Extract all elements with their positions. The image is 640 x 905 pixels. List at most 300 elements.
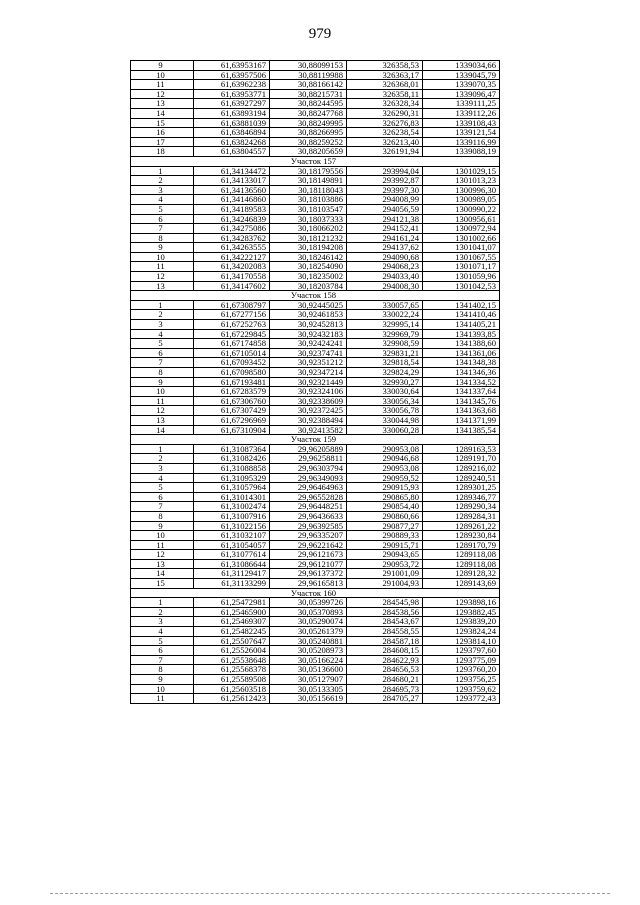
point-number: 1 <box>131 444 194 454</box>
longitude-cell: 30,18037333 <box>270 214 347 224</box>
table-row <box>131 675 500 685</box>
y-coordinate-cell: 1341388,60 <box>423 339 500 349</box>
point-number: 3 <box>131 320 194 330</box>
x-coordinate-cell: 293997,30 <box>347 185 423 195</box>
latitude-cell: 61,25603518 <box>194 684 270 694</box>
latitude-cell: 61,31129417 <box>194 569 270 579</box>
longitude-cell: 30,18121232 <box>270 233 347 243</box>
x-coordinate-cell: 326276,83 <box>347 118 423 128</box>
y-coordinate-cell: 1293797,60 <box>423 646 500 656</box>
longitude-cell: 29,96221642 <box>270 540 347 550</box>
x-coordinate-cell: 284587,18 <box>347 636 423 646</box>
table-row <box>131 195 500 205</box>
x-coordinate-cell: 284545,98 <box>347 598 423 608</box>
x-coordinate-cell: 290953,72 <box>347 559 423 569</box>
table-row <box>131 377 500 387</box>
x-coordinate-cell: 294008,99 <box>347 195 423 205</box>
longitude-cell: 30,18254090 <box>270 262 347 272</box>
x-coordinate-cell: 290953,08 <box>347 444 423 454</box>
x-coordinate-cell: 284622,93 <box>347 655 423 665</box>
x-coordinate-cell: 284558,55 <box>347 627 423 637</box>
table-row <box>131 224 500 234</box>
point-number: 13 <box>131 99 194 109</box>
table-row <box>131 99 500 109</box>
longitude-cell: 30,18246142 <box>270 252 347 262</box>
table-row <box>131 204 500 214</box>
longitude-cell: 29,96464963 <box>270 483 347 493</box>
latitude-cell: 61,34134472 <box>194 166 270 176</box>
point-number: 5 <box>131 483 194 493</box>
table-row <box>131 617 500 627</box>
table-row <box>131 473 500 483</box>
y-coordinate-cell: 1289143,69 <box>423 579 500 589</box>
point-number: 8 <box>131 665 194 675</box>
table-row <box>131 559 500 569</box>
section-title: Участок 160 <box>131 588 500 598</box>
latitude-cell: 61,34222127 <box>194 252 270 262</box>
x-coordinate-cell: 291001,09 <box>347 569 423 579</box>
latitude-cell: 61,67308797 <box>194 300 270 310</box>
point-number: 13 <box>131 415 194 425</box>
y-coordinate-cell: 1339088,19 <box>423 147 500 157</box>
table-row <box>131 502 500 512</box>
y-coordinate-cell: 1293882,45 <box>423 607 500 617</box>
x-coordinate-cell: 329824,29 <box>347 368 423 378</box>
table-row <box>131 185 500 195</box>
x-coordinate-cell: 294090,68 <box>347 252 423 262</box>
section-title: Участок 159 <box>131 435 500 445</box>
latitude-cell: 61,67229845 <box>194 329 270 339</box>
longitude-cell: 30,92388494 <box>270 415 347 425</box>
x-coordinate-cell: 290865,80 <box>347 492 423 502</box>
longitude-cell: 30,05370893 <box>270 607 347 617</box>
y-coordinate-cell: 1301013,23 <box>423 176 500 186</box>
y-coordinate-cell: 1339096,47 <box>423 89 500 99</box>
point-number: 2 <box>131 310 194 320</box>
section-title: Участок 157 <box>131 156 500 166</box>
latitude-cell: 61,34147602 <box>194 281 270 291</box>
latitude-cell: 61,67093452 <box>194 358 270 368</box>
longitude-cell: 30,05156619 <box>270 694 347 704</box>
latitude-cell: 61,25538648 <box>194 655 270 665</box>
latitude-cell: 61,63804557 <box>194 147 270 157</box>
section-header-row <box>131 435 500 445</box>
x-coordinate-cell: 290943,65 <box>347 550 423 560</box>
table-row <box>131 272 500 282</box>
latitude-cell: 61,25482245 <box>194 627 270 637</box>
x-coordinate-cell: 330056,78 <box>347 406 423 416</box>
y-coordinate-cell: 1301042,53 <box>423 281 500 291</box>
longitude-cell: 30,05290074 <box>270 617 347 627</box>
longitude-cell: 30,18149891 <box>270 176 347 186</box>
longitude-cell: 29,96137372 <box>270 569 347 579</box>
point-number: 12 <box>131 272 194 282</box>
latitude-cell: 61,31133299 <box>194 579 270 589</box>
y-coordinate-cell: 1293756,25 <box>423 675 500 685</box>
table-row <box>131 415 500 425</box>
y-coordinate-cell: 1293759,62 <box>423 684 500 694</box>
table-row <box>131 147 500 157</box>
table-row <box>131 646 500 656</box>
longitude-cell: 30,18118043 <box>270 185 347 195</box>
y-coordinate-cell: 1341363,68 <box>423 406 500 416</box>
point-number: 2 <box>131 607 194 617</box>
table-row <box>131 368 500 378</box>
point-number: 5 <box>131 339 194 349</box>
latitude-cell: 61,31014301 <box>194 492 270 502</box>
y-coordinate-cell: 1293760,20 <box>423 665 500 675</box>
longitude-cell: 30,92452813 <box>270 320 347 330</box>
latitude-cell: 61,67307429 <box>194 406 270 416</box>
longitude-cell: 30,92445025 <box>270 300 347 310</box>
table-row <box>131 137 500 147</box>
point-number: 12 <box>131 550 194 560</box>
table-row <box>131 118 500 128</box>
table-row <box>131 358 500 368</box>
longitude-cell: 30,92413582 <box>270 425 347 435</box>
x-coordinate-cell: 326290,31 <box>347 108 423 118</box>
page-bottom-divider <box>50 893 610 894</box>
longitude-cell: 30,92461853 <box>270 310 347 320</box>
latitude-cell: 61,34202083 <box>194 262 270 272</box>
table-row <box>131 396 500 406</box>
point-number: 7 <box>131 224 194 234</box>
latitude-cell: 61,63824268 <box>194 137 270 147</box>
section-header-row <box>131 156 500 166</box>
longitude-cell: 30,05261379 <box>270 627 347 637</box>
latitude-cell: 61,31088858 <box>194 463 270 473</box>
longitude-cell: 30,18179556 <box>270 166 347 176</box>
y-coordinate-cell: 1339121,54 <box>423 128 500 138</box>
y-coordinate-cell: 1301059,96 <box>423 272 500 282</box>
x-coordinate-cell: 284608,15 <box>347 646 423 656</box>
x-coordinate-cell: 326363,17 <box>347 70 423 80</box>
point-number: 4 <box>131 473 194 483</box>
point-number: 12 <box>131 406 194 416</box>
longitude-cell: 30,92321449 <box>270 377 347 387</box>
latitude-cell: 61,34263555 <box>194 243 270 253</box>
latitude-cell: 61,31087364 <box>194 444 270 454</box>
latitude-cell: 61,31054057 <box>194 540 270 550</box>
longitude-cell: 29,96258811 <box>270 454 347 464</box>
table-row <box>131 300 500 310</box>
longitude-cell: 30,88247768 <box>270 108 347 118</box>
x-coordinate-cell: 330060,28 <box>347 425 423 435</box>
x-coordinate-cell: 330044,98 <box>347 415 423 425</box>
point-number: 11 <box>131 262 194 272</box>
x-coordinate-cell: 326368,01 <box>347 80 423 90</box>
longitude-cell: 29,96121673 <box>270 550 347 560</box>
x-coordinate-cell: 294152,41 <box>347 224 423 234</box>
point-number: 10 <box>131 252 194 262</box>
latitude-cell: 61,25612423 <box>194 694 270 704</box>
y-coordinate-cell: 1339111,25 <box>423 99 500 109</box>
latitude-cell: 61,63881039 <box>194 118 270 128</box>
latitude-cell: 61,63893194 <box>194 108 270 118</box>
x-coordinate-cell: 329930,27 <box>347 377 423 387</box>
latitude-cell: 61,67310904 <box>194 425 270 435</box>
point-number: 14 <box>131 425 194 435</box>
table-row <box>131 655 500 665</box>
y-coordinate-cell: 1293839,20 <box>423 617 500 627</box>
x-coordinate-cell: 294068,23 <box>347 262 423 272</box>
x-coordinate-cell: 284538,56 <box>347 607 423 617</box>
table-row <box>131 348 500 358</box>
x-coordinate-cell: 293992,87 <box>347 176 423 186</box>
y-coordinate-cell: 1341361,06 <box>423 348 500 358</box>
y-coordinate-cell: 1341405,21 <box>423 320 500 330</box>
table-row <box>131 108 500 118</box>
latitude-cell: 61,25465900 <box>194 607 270 617</box>
point-number: 8 <box>131 233 194 243</box>
y-coordinate-cell: 1289230,84 <box>423 531 500 541</box>
y-coordinate-cell: 1289284,31 <box>423 511 500 521</box>
section-header-row <box>131 588 500 598</box>
point-number: 11 <box>131 80 194 90</box>
latitude-cell: 61,31022156 <box>194 521 270 531</box>
longitude-cell: 30,88259252 <box>270 137 347 147</box>
y-coordinate-cell: 1341385,54 <box>423 425 500 435</box>
table-row <box>131 329 500 339</box>
table-row <box>131 463 500 473</box>
y-coordinate-cell: 1339045,79 <box>423 70 500 80</box>
point-number: 8 <box>131 368 194 378</box>
table-row <box>131 320 500 330</box>
latitude-cell: 61,34170558 <box>194 272 270 282</box>
table-row <box>131 598 500 608</box>
longitude-cell: 30,18194208 <box>270 243 347 253</box>
point-number: 5 <box>131 204 194 214</box>
latitude-cell: 61,67296969 <box>194 415 270 425</box>
table-row <box>131 454 500 464</box>
latitude-cell: 61,34283762 <box>194 233 270 243</box>
table-row <box>131 694 500 704</box>
y-coordinate-cell: 1289301,25 <box>423 483 500 493</box>
longitude-cell: 30,05166224 <box>270 655 347 665</box>
point-number: 1 <box>131 166 194 176</box>
x-coordinate-cell: 329995,14 <box>347 320 423 330</box>
latitude-cell: 61,67252763 <box>194 320 270 330</box>
x-coordinate-cell: 293994,04 <box>347 166 423 176</box>
latitude-cell: 61,25469307 <box>194 617 270 627</box>
longitude-cell: 30,18103547 <box>270 204 347 214</box>
section-title: Участок 158 <box>131 291 500 301</box>
page-number: 979 <box>308 26 332 42</box>
point-number: 6 <box>131 492 194 502</box>
longitude-cell: 30,92374741 <box>270 348 347 358</box>
longitude-cell: 30,92372425 <box>270 406 347 416</box>
table-row <box>131 511 500 521</box>
longitude-cell: 30,05127907 <box>270 675 347 685</box>
longitude-cell: 30,05136600 <box>270 665 347 675</box>
longitude-cell: 30,05240881 <box>270 636 347 646</box>
latitude-cell: 61,34246839 <box>194 214 270 224</box>
coordinates-table-body <box>131 61 500 704</box>
y-coordinate-cell: 1341393,85 <box>423 329 500 339</box>
point-number: 10 <box>131 531 194 541</box>
y-coordinate-cell: 1301029,15 <box>423 166 500 176</box>
latitude-cell: 61,63962238 <box>194 80 270 90</box>
latitude-cell: 61,31095329 <box>194 473 270 483</box>
longitude-cell: 30,18235002 <box>270 272 347 282</box>
y-coordinate-cell: 1289290,34 <box>423 502 500 512</box>
table-row <box>131 387 500 397</box>
y-coordinate-cell: 1300956,61 <box>423 214 500 224</box>
longitude-cell: 30,92347214 <box>270 368 347 378</box>
latitude-cell: 61,67306760 <box>194 396 270 406</box>
point-number: 7 <box>131 502 194 512</box>
longitude-cell: 30,88205659 <box>270 147 347 157</box>
x-coordinate-cell: 294008,30 <box>347 281 423 291</box>
longitude-cell: 30,92351212 <box>270 358 347 368</box>
y-coordinate-cell: 1301067,55 <box>423 252 500 262</box>
longitude-cell: 30,18103886 <box>270 195 347 205</box>
table-row <box>131 176 500 186</box>
x-coordinate-cell: 330030,64 <box>347 387 423 397</box>
y-coordinate-cell: 1341337,64 <box>423 387 500 397</box>
table-row <box>131 214 500 224</box>
y-coordinate-cell: 1289118,08 <box>423 550 500 560</box>
x-coordinate-cell: 284705,27 <box>347 694 423 704</box>
table-row <box>131 531 500 541</box>
point-number: 9 <box>131 243 194 253</box>
y-coordinate-cell: 1289240,51 <box>423 473 500 483</box>
latitude-cell: 61,31002474 <box>194 502 270 512</box>
point-number: 15 <box>131 579 194 589</box>
x-coordinate-cell: 330022,24 <box>347 310 423 320</box>
latitude-cell: 61,25526004 <box>194 646 270 656</box>
table-row <box>131 540 500 550</box>
table-row <box>131 233 500 243</box>
y-coordinate-cell: 1300996,30 <box>423 185 500 195</box>
table-row <box>131 684 500 694</box>
y-coordinate-cell: 1341371,99 <box>423 415 500 425</box>
table-row <box>131 406 500 416</box>
point-number: 2 <box>131 454 194 464</box>
table-row <box>131 243 500 253</box>
table-row <box>131 521 500 531</box>
table-row <box>131 492 500 502</box>
table-row <box>131 252 500 262</box>
y-coordinate-cell: 1289128,32 <box>423 569 500 579</box>
table-row <box>131 550 500 560</box>
coordinates-table <box>130 60 500 704</box>
x-coordinate-cell: 291004,93 <box>347 579 423 589</box>
latitude-cell: 61,63953771 <box>194 89 270 99</box>
point-number: 11 <box>131 540 194 550</box>
longitude-cell: 30,88215731 <box>270 89 347 99</box>
y-coordinate-cell: 1293814,10 <box>423 636 500 646</box>
x-coordinate-cell: 284656,53 <box>347 665 423 675</box>
table-row <box>131 607 500 617</box>
x-coordinate-cell: 294137,62 <box>347 243 423 253</box>
y-coordinate-cell: 1289118,08 <box>423 559 500 569</box>
longitude-cell: 30,88249995 <box>270 118 347 128</box>
point-number: 9 <box>131 675 194 685</box>
point-number: 14 <box>131 569 194 579</box>
longitude-cell: 30,18203784 <box>270 281 347 291</box>
longitude-cell: 30,92324106 <box>270 387 347 397</box>
latitude-cell: 61,63846894 <box>194 128 270 138</box>
table-row <box>131 483 500 493</box>
table-row <box>131 425 500 435</box>
point-number: 7 <box>131 655 194 665</box>
y-coordinate-cell: 1341410,46 <box>423 310 500 320</box>
latitude-cell: 61,34136560 <box>194 185 270 195</box>
y-coordinate-cell: 1289216,02 <box>423 463 500 473</box>
y-coordinate-cell: 1293824,24 <box>423 627 500 637</box>
y-coordinate-cell: 1301002,66 <box>423 233 500 243</box>
point-number: 3 <box>131 617 194 627</box>
point-number: 18 <box>131 147 194 157</box>
latitude-cell: 61,25568378 <box>194 665 270 675</box>
longitude-cell: 29,96303794 <box>270 463 347 473</box>
longitude-cell: 29,96448251 <box>270 502 347 512</box>
table-row <box>131 281 500 291</box>
point-number: 6 <box>131 646 194 656</box>
latitude-cell: 61,63927297 <box>194 99 270 109</box>
latitude-cell: 61,25589508 <box>194 675 270 685</box>
table-row <box>131 579 500 589</box>
x-coordinate-cell: 326328,34 <box>347 99 423 109</box>
x-coordinate-cell: 294161,24 <box>347 233 423 243</box>
y-coordinate-cell: 1341346,36 <box>423 368 500 378</box>
x-coordinate-cell: 290946,68 <box>347 454 423 464</box>
x-coordinate-cell: 330056,34 <box>347 396 423 406</box>
latitude-cell: 61,67277156 <box>194 310 270 320</box>
latitude-cell: 61,67098580 <box>194 368 270 378</box>
latitude-cell: 61,34133017 <box>194 176 270 186</box>
latitude-cell: 61,31082426 <box>194 454 270 464</box>
x-coordinate-cell: 326238,54 <box>347 128 423 138</box>
x-coordinate-cell: 329908,59 <box>347 339 423 349</box>
x-coordinate-cell: 290915,71 <box>347 540 423 550</box>
point-number: 12 <box>131 89 194 99</box>
y-coordinate-cell: 1301041,07 <box>423 243 500 253</box>
longitude-cell: 30,88119988 <box>270 70 347 80</box>
latitude-cell: 61,34189583 <box>194 204 270 214</box>
y-coordinate-cell: 1293772,43 <box>423 694 500 704</box>
point-number: 7 <box>131 358 194 368</box>
table-row <box>131 70 500 80</box>
longitude-cell: 29,96552828 <box>270 492 347 502</box>
longitude-cell: 29,96205889 <box>270 444 347 454</box>
latitude-cell: 61,31032107 <box>194 531 270 541</box>
y-coordinate-cell: 1301071,17 <box>423 262 500 272</box>
latitude-cell: 61,63957506 <box>194 70 270 80</box>
point-number: 10 <box>131 70 194 80</box>
longitude-cell: 30,05208973 <box>270 646 347 656</box>
table-row <box>131 569 500 579</box>
x-coordinate-cell: 290877,27 <box>347 521 423 531</box>
point-number: 2 <box>131 176 194 186</box>
longitude-cell: 30,88099153 <box>270 61 347 71</box>
x-coordinate-cell: 290953,08 <box>347 463 423 473</box>
y-coordinate-cell: 1341334,52 <box>423 377 500 387</box>
point-number: 13 <box>131 281 194 291</box>
x-coordinate-cell: 326213,40 <box>347 137 423 147</box>
longitude-cell: 29,96436633 <box>270 511 347 521</box>
x-coordinate-cell: 326358,11 <box>347 89 423 99</box>
longitude-cell: 30,88244595 <box>270 99 347 109</box>
latitude-cell: 61,25472981 <box>194 598 270 608</box>
y-coordinate-cell: 1341345,76 <box>423 396 500 406</box>
x-coordinate-cell: 290860,66 <box>347 511 423 521</box>
x-coordinate-cell: 329831,21 <box>347 348 423 358</box>
longitude-cell: 30,92338609 <box>270 396 347 406</box>
point-number: 11 <box>131 396 194 406</box>
table-row <box>131 61 500 71</box>
